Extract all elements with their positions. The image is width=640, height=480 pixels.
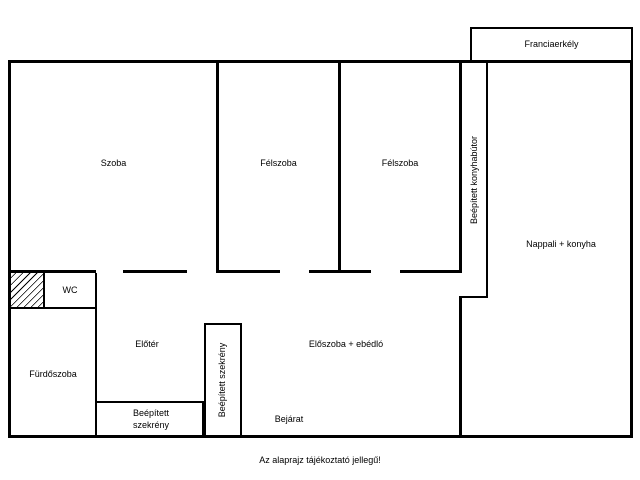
hatched-area (11, 273, 44, 309)
wall-furdoszoba-right (95, 309, 97, 435)
room-label-eloszoba-ebedlo: Előszoba + ebédló (308, 339, 384, 349)
room-label-felszoba-2: Félszoba (381, 158, 419, 168)
plan-caption: Az alaprajz tájékoztató jellegű! (259, 455, 381, 465)
wall-top-main (8, 60, 470, 63)
room-label-eloter: Előtér (135, 339, 159, 349)
wall-mid-horizontal-seg3 (216, 270, 280, 273)
room-label-wc: WC (62, 285, 78, 295)
wall-balcony-top (470, 27, 633, 29)
wall-top-right-block (468, 60, 633, 63)
room-label-felszoba-1: Félszoba (260, 158, 297, 168)
room-label-nappali-konyha: Nappali + konyha (526, 239, 596, 249)
wall-mid-horizontal-seg4 (309, 270, 371, 273)
wall-konyhabutor-bottom (459, 296, 488, 298)
room-label-beepitett-konyhabutor: Beépített konyhabútor (469, 135, 479, 225)
wall-konyhabutor-right (486, 63, 488, 298)
room-label-beepitett-szekreny-also-line1: Beépített (132, 408, 170, 418)
wall-left-outer (8, 60, 11, 438)
wall-vert-szekreny-left (204, 323, 206, 436)
room-label-szoba: Szoba (100, 158, 127, 168)
wall-divider-eloszoba-nappali (459, 296, 462, 438)
wall-bottom-outer (8, 435, 633, 438)
room-label-furdoszoba: Fürdőszoba (29, 369, 77, 379)
room-label-bejarat: Bejárat (274, 414, 304, 424)
wall-wc-right (95, 273, 97, 309)
room-label-beepitett-szekreny-vertical: Beépített szekrény (217, 342, 227, 418)
wall-mid-horizontal-seg5 (400, 270, 462, 273)
wall-divider-felszoba2-corridor (459, 60, 462, 272)
wall-szekreny-box-top (97, 401, 204, 403)
room-label-franciaerkely: Franciaerkély (524, 39, 579, 49)
wall-mid-horizontal-seg2 (123, 270, 187, 273)
wall-vert-szekreny-right (240, 323, 242, 436)
room-label-beepitett-szekreny-also-line2: szekrény (132, 420, 169, 430)
wall-hatch-bottom (11, 307, 97, 309)
